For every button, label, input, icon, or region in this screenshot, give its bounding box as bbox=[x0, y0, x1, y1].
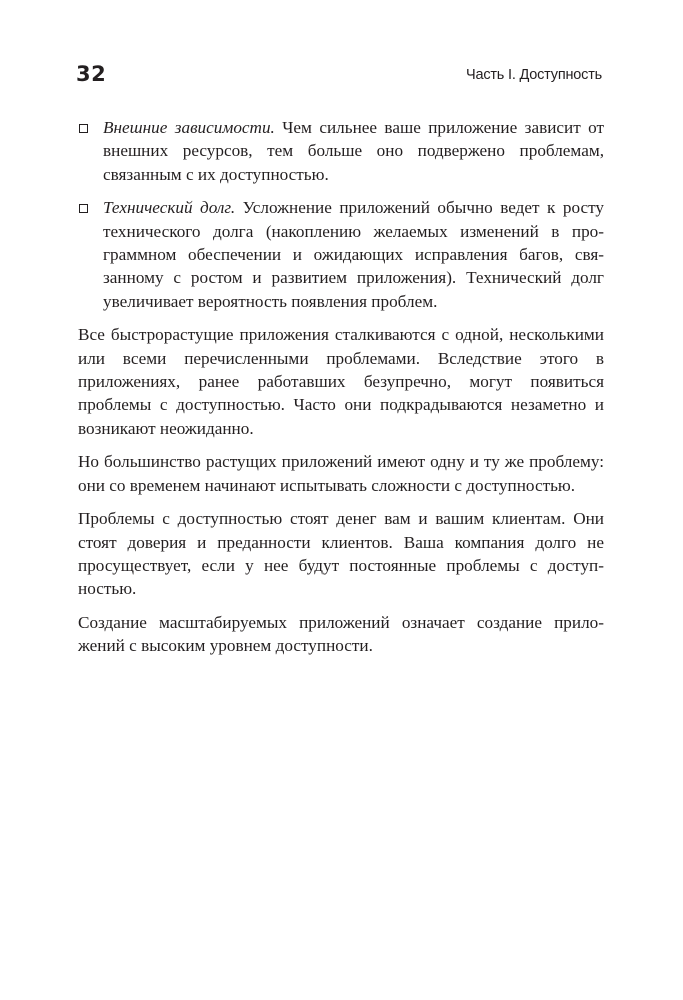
paragraph: Создание масштабируемых приложений означает создание приложений с высоким уровнем доступности. bbox=[78, 612, 604, 656]
paragraph: Все быстрорастущие приложения сталкиваются с одной, несколькими или всеми перечисленными проблемами. Вследствие этого в приложениях, ранее работавших безупречно, могут появиться проблемы с доступностью. Часто они подкрадываются незаметно и возникают неожиданно. bbox=[78, 325, 604, 438]
checkbox-bullet-icon bbox=[79, 204, 88, 213]
paragraph: Но большинство растущих приложений имеют одну и ту же проблему: они со временем начинают испытывать сложности с доступностью. bbox=[78, 452, 604, 495]
bullet-text: Усложнение приложений обычно ведет к росту технического долга (накоплению желаемых изменений в программном обеспечении и ожидающих исправления багов, связанному с ростом и развитием приложения). Технический долг увеличивает вероятность появления проблем. bbox=[103, 198, 604, 311]
bullet-item-external-dependencies bbox=[78, 116, 604, 186]
page-body bbox=[78, 116, 604, 668]
page-number: 32 bbox=[76, 62, 107, 86]
running-head: Часть I. Доступность bbox=[465, 67, 602, 83]
bullet-term: Внешние зависимости. bbox=[103, 118, 275, 137]
bullet-text: Чем сильнее ваше приложение зависит от внешних ресурсов, тем больше оно подвержено проблемам, связанным с их доступностью. bbox=[103, 118, 605, 184]
paragraph: Проблемы с доступностью стоят денег вам и вашим клиентам. Они стоят доверия и преданности клиентов. Ваша компания долго не просуществует, если у нее будут постоянные проблемы с доступностью. bbox=[78, 509, 604, 599]
bullet-term: Технический долг. bbox=[103, 198, 236, 218]
bullet-list bbox=[78, 116, 604, 313]
bullet-item-technical-debt bbox=[78, 196, 604, 313]
checkbox-bullet-icon bbox=[79, 124, 88, 133]
